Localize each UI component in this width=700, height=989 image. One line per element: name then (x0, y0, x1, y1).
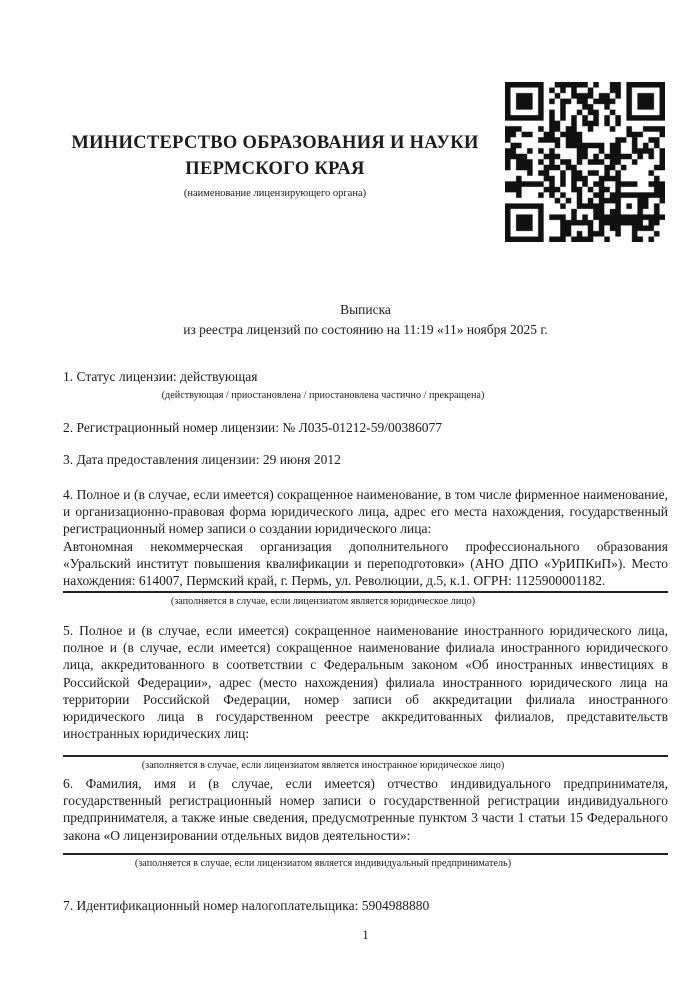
ministry-title-line2: ПЕРМСКОГО КРАЯ (185, 159, 365, 179)
legal-entity-note-wrap (63, 593, 583, 608)
status-options-note: (действующая / приостановлена / приостановлена частично / прекращена) (161, 390, 485, 402)
legal-entity-field-label: 4. Полное и (в случае, если имеется) сокращенное наименование, в том числе фирменное наименование, и организационно-правовая форма юридического лица, адрес его места нахождения, государственный регистрационный номер записи о создании юридического лица: (63, 487, 668, 537)
entrepreneur-note: (заполняется в случае, если лицензиатом является индивидуальный предприниматель) (134, 857, 512, 869)
document-title-line2: из реестра лицензий по состоянию на 11:19 «11» ноября 2025 г. (183, 322, 548, 337)
inn-line: 7. Идентификационный номер налогоплательщика: 5904988880 (63, 898, 430, 913)
legal-entity-note: (заполняется в случае, если лицензиатом является юридическое лицо) (170, 596, 476, 608)
license-status-line: 1. Статус лицензии: действующая (63, 369, 258, 384)
foreign-entity-note: (заполняется в случае, если лицензиатом является иностранное юридическое лицо) (141, 760, 505, 772)
grant-date-line: 3. Дата предоставления лицензии: 29 июня 2012 (63, 452, 341, 467)
section-registration-number (63, 419, 668, 436)
status-options-note-wrap (63, 387, 583, 402)
foreign-entity-field-label: 5. Полное и (в случае, если имеется) сокращенное наименование иностранного юридического лица, полное и (в случае, если имеется) сокращенное наименование филиала иностранного юридического лица, аккредитованного в соответствии с Федеральным законом «Об иностранных инвестициях в Российской Федерации», адрес (место нахождения) филиала иностранного юридического лица на территории Российской Федерации, номер записи об аккредитации филиала иностранного юридического лица в государственном реестре аккредитованных филиалов, представительств иностранных юридических лиц: (63, 623, 668, 742)
document-title (63, 300, 668, 340)
entrepreneur-note-wrap (63, 855, 583, 870)
licensing-authority-header (35, 130, 515, 199)
section-legal-entity (63, 486, 668, 608)
section-grant-date (63, 451, 668, 468)
licensee-name-value: Автономная некоммерческая организация дополнительного профессионального образования «Уральский институт повышения квалификации и переподготовки» (АНО ДПО «УрИПКиП»). Место нахождения: 614007, Пермский край, г. Пермь, ул. Революции, д.5, к.1. ОГРН: 1125900001182. (63, 538, 668, 589)
section-taxpayer-number (63, 897, 668, 914)
ministry-title-line1: МИНИСТЕРСТВО ОБРАЗОВАНИЯ И НАУКИ (71, 133, 479, 153)
section-individual-entrepreneur (63, 775, 668, 870)
page-number: 1 (362, 927, 369, 942)
licensing-authority-note: (наименование лицензирующего органа) (183, 188, 367, 199)
foreign-entity-note-wrap (63, 757, 583, 772)
entrepreneur-field-label: 6. Фамилия, имя и (в случае, если имеется) отчество индивидуального предпринимателя, государственный регистрационный номер записи о государственной регистрации индивидуального предпринимателя, а также иные сведения, предусмотренные пунктом 3 части 1 статьи 15 Федерального закона «О лицензировании отдельных видов деятельности»: (63, 776, 668, 843)
qr-code (505, 82, 665, 242)
section-license-status (63, 368, 668, 402)
registration-number-line: 2. Регистрационный номер лицензии: № Л035-01212-59/00386077 (63, 420, 443, 435)
document-title-line1: Выписка (340, 302, 391, 317)
section-foreign-entity (63, 622, 668, 772)
